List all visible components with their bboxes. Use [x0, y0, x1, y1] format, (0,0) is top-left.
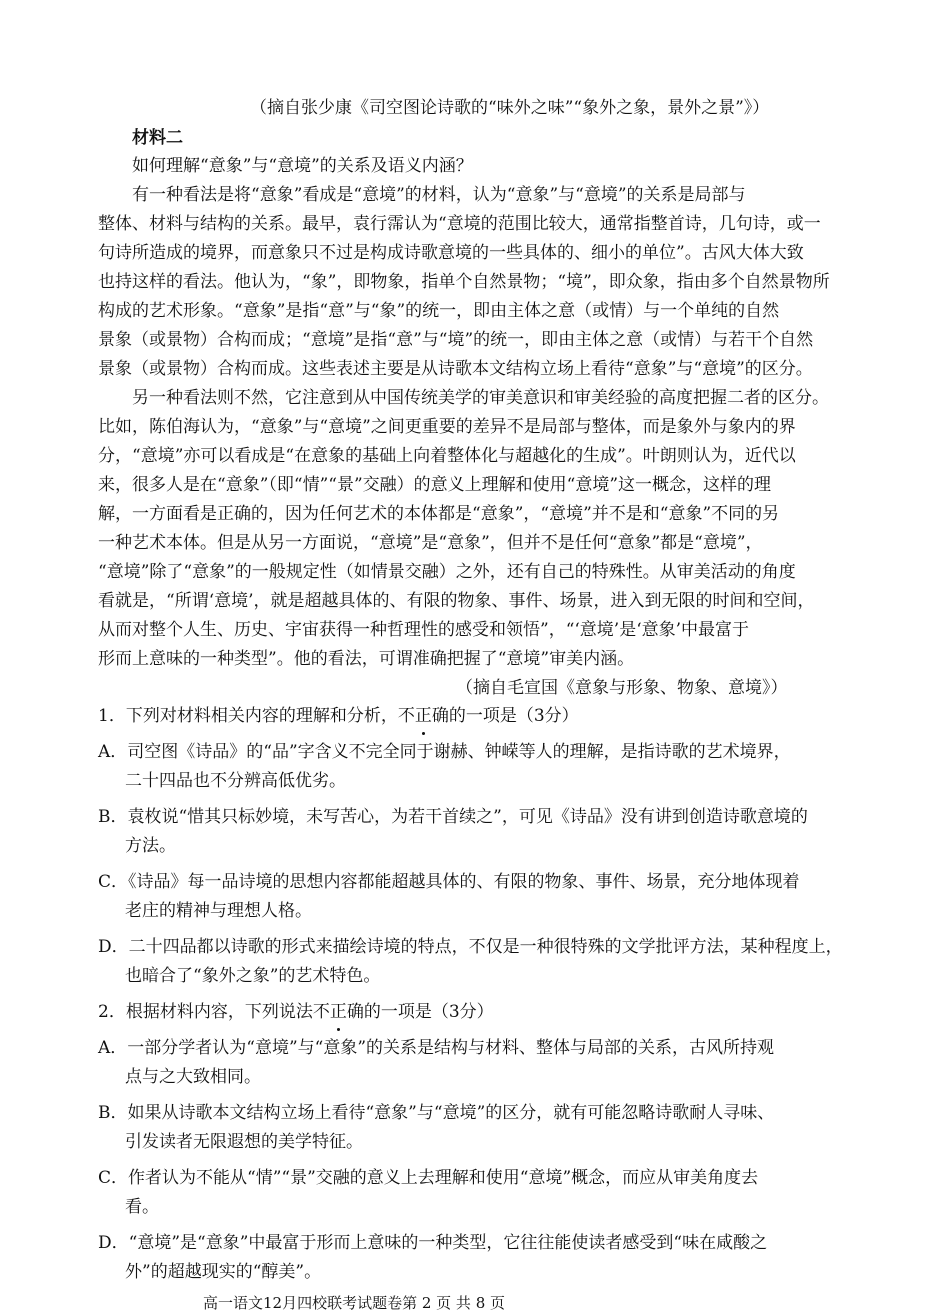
emphasis-not-correct: 不正确 [312, 1002, 364, 1022]
paragraph-line: 景象（或景物）合构而成；“意境”是指“意”与“境”的统一，即由主体之意（或情）与若干个自然 [98, 330, 814, 350]
material1-source: （摘自张少康《司空图论诗歌的“味外之味”“象外之象，景外之景”》） [250, 98, 770, 118]
paragraph-line: 句诗所造成的境界，而意象只不过是构成诗歌意境的一些具体的、细小的单位”。古风大体大致 [98, 243, 804, 263]
q1-option-d: D．二十四品都以诗歌的形式来描绘诗境的特点，不仅是一种很特殊的文学批评方法，某种程度上， [98, 937, 843, 957]
q2-option-a-cont: 点与之大致相同。 [125, 1067, 261, 1087]
paragraph-line: 从而对整个人生、历史、宇宙获得一种哲理性的感受和领悟”，“‘意境’是‘意象’中最富于 [98, 620, 749, 640]
q2-option-d-cont: 外”的超越现实的“醇美”。 [125, 1262, 322, 1282]
question-2-stem: 2．根据材料内容，下列说法不正确的一项是（3分） [98, 1002, 494, 1022]
paragraph-line: 分，“意境”亦可以看成是“在意象的基础上向着整体化与超越化的生成”。叶朗则认为，近代以 [98, 446, 796, 466]
paragraph-line: 另一种看法则不然，它注意到从中国传统美学的审美意识和审美经验的高度把握二者的区分。 [132, 388, 829, 408]
q2-option-b-cont: 引发读者无限遐想的美学特征。 [125, 1132, 363, 1152]
paragraph-line: 看就是，“所谓‘意境’，就是超越具体的、有限的物象、事件、场景，进入到无限的时间和空间， [98, 591, 815, 611]
material2-source: （摘自毛宣国《意象与形象、物象、意境》） [456, 678, 788, 698]
paragraph-line: 来，很多人是在“意象”（即“情”“景”交融）的意义上理解和使用“意境”这一概念，这样的理 [98, 475, 772, 495]
paragraph-line: “意境”除了“意象”的一般规定性（如情景交融）之外，还有自己的特殊性。从审美活动的角度 [98, 562, 796, 582]
paragraph-line: 整体、材料与结构的关系。最早，袁行霈认为“意境的范围比较大，通常指整首诗，几句诗，或一 [98, 214, 821, 234]
question-1-stem: 1．下列对材料相关内容的理解和分析，不正确的一项是（3分） [98, 706, 579, 726]
q1-option-c-cont: 老庄的精神与理想人格。 [125, 901, 312, 921]
q2-option-a: A．一部分学者认为“意境”与“意象”的关系是结构与材料、整体与局部的关系，古风所持观 [98, 1038, 775, 1058]
material2-heading: 材料二 [132, 128, 183, 148]
paragraph-line: 比如，陈伯海认为，“意象”与“意境”之间更重要的差异不是局部与整体，而是象外与象内的界 [98, 417, 796, 437]
paragraph-line: 如何理解“意象”与“意境”的关系及语义内涵？ [132, 156, 473, 176]
q1-option-d-cont: 也暗合了“象外之象”的艺术特色。 [125, 966, 381, 986]
q1-option-a: A．司空图《诗品》的“品”字含义不完全同于谢赫、钟嵘等人的理解，是指诗歌的艺术境界， [98, 742, 791, 762]
paragraph-line: 景象（或景物）合构而成。这些表述主要是从诗歌本文结构立场上看待“意象”与“意境”的区分。 [98, 359, 813, 379]
paragraph-line: 一种艺术本体。但是从另一方面说，“意境”是“意象”，但并不是任何“意象”都是“意境”， [98, 533, 763, 553]
q2-option-c-cont: 看。 [125, 1197, 159, 1217]
paragraph-line: 有一种看法是将“意象”看成是“意境”的材料，认为“意象”与“意境”的关系是局部与 [132, 185, 746, 205]
paragraph-line: 形而上意味的一种类型”。他的看法，可谓准确把握了“意境”审美内涵。 [98, 649, 635, 669]
q1-option-b: B．袁枚说“惜其只标妙境，未写苦心，为若干首续之”，可见《诗品》没有讲到创造诗歌意境的 [98, 807, 808, 827]
paragraph-line: 解，一方面看是正确的，因为任何艺术的本体都是“意象”，“意境”并不是和“意象”不同的另 [98, 504, 780, 524]
q2-option-c: C．作者认为不能从“情”“景”交融的意义上去理解和使用“意境”概念，而应从审美角度去 [98, 1168, 759, 1188]
q1-option-b-cont: 方法。 [125, 836, 176, 856]
page-footer: 高一语文12月四校联考试题卷第 2 页 共 8 页 [203, 1294, 506, 1312]
q2-option-d: D．“意境”是“意象”中最富于形而上意味的一种类型，它往往能使读者感受到“味在咸酸之 [98, 1233, 768, 1253]
q1-option-a-cont: 二十四品也不分辨高低优劣。 [125, 771, 346, 791]
paragraph-line: 也持这样的看法。他认为，“象”，即物象，指单个自然景物；“境”，即众象，指由多个自然景物所 [98, 272, 830, 292]
emphasis-not-correct: 不正确 [397, 706, 449, 726]
paragraph-line: 构成的艺术形象。“意象”是指“意”与“象”的统一，即由主体之意（或情）与一个单纯的自然 [98, 301, 780, 321]
q1-option-c: C．《诗品》每一品诗境的思想内容都能超越具体的、有限的物象、事件、场景，充分地体现着 [98, 872, 800, 892]
q2-option-b: B．如果从诗歌本文结构立场上看待“意象”与“意境”的区分，就有可能忽略诗歌耐人寻味、 [98, 1103, 775, 1123]
